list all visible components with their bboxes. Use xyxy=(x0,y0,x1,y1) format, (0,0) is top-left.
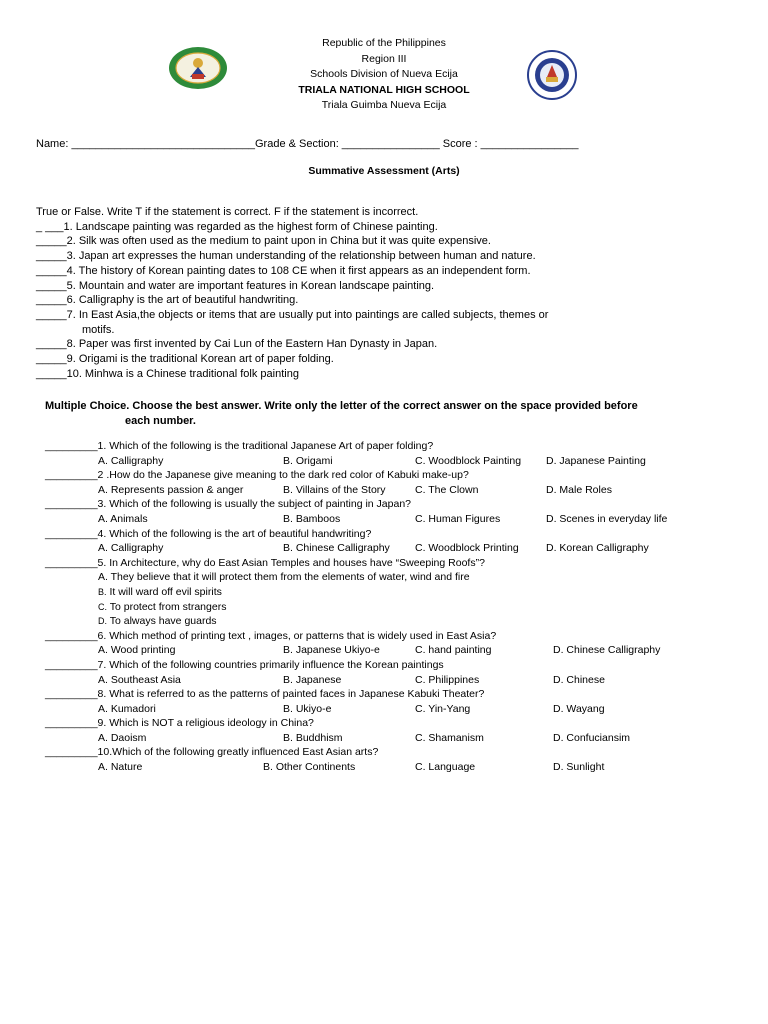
option-c: C. Yin-Yang xyxy=(415,702,471,715)
option-c: C. Language xyxy=(415,761,476,774)
mc-options-7 xyxy=(45,673,735,688)
option-d: D. Confuciansim xyxy=(553,731,631,744)
mc-question-10: _________10.Which of the following greatly influenced East Asian arts? xyxy=(45,746,379,759)
option-b: B. Other Continents xyxy=(263,761,356,774)
tf-item-5: _____5. Mountain and water are important features in Korean landscape painting. xyxy=(36,279,435,292)
option-b: B. Villains of the Story xyxy=(283,483,386,496)
option-b: B. Ukiyo-e xyxy=(283,702,332,715)
header-school-name: TRIALA NATIONAL HIGH SCHOOL xyxy=(298,83,470,96)
option-c: C. Human Figures xyxy=(415,512,501,525)
tf-item-9: _____9. Origami is the traditional Korean art of paper folding. xyxy=(36,353,334,366)
option-a: A. Animals xyxy=(98,512,148,525)
name-grade-score-line: Name: ______________________________Grade & Section: ________________ Score : ________________ xyxy=(36,138,579,150)
option-text: To always have guards xyxy=(109,615,217,628)
option-text: It will ward off evil spirits xyxy=(109,585,222,598)
option-d: D. Scenes in everyday life xyxy=(546,512,668,525)
option-d: D. Sunlight xyxy=(553,761,605,774)
mc-option-5d xyxy=(45,614,735,629)
tf-item-4: _____4. The history of Korean painting dates to 108 CE when it first appears as an independent form. xyxy=(36,264,531,277)
mc-options-4 xyxy=(45,541,735,556)
option-c: C. Shamanism xyxy=(415,731,484,744)
mc-question-5: _________5. In Architecture, why do East Asian Temples and houses have “Sweeping Roofs”? xyxy=(45,556,485,569)
tf-item-2: _____2. Silk was often used as the medium to paint upon in China but it was quite expensive. xyxy=(36,235,491,248)
option-b: B. Buddhism xyxy=(283,731,343,744)
option-a: A. Wood printing xyxy=(98,644,176,657)
document-header xyxy=(0,36,768,114)
header-division: Schools Division of Nueva Ecija xyxy=(310,68,458,80)
mc-options-6 xyxy=(45,643,735,658)
option-a: A. Kumadori xyxy=(98,702,156,715)
mc-question-7: _________7. Which of the following countries primarily influence the Korean paintings xyxy=(45,658,444,671)
option-c: C. Woodblock Printing xyxy=(415,542,519,555)
option-a: A. Calligraphy xyxy=(98,454,164,467)
mc-options-1 xyxy=(45,454,735,469)
option-letter: C. xyxy=(98,601,107,612)
option-d: D. Wayang xyxy=(553,702,605,715)
true-false-section xyxy=(36,205,736,381)
option-letter: B. xyxy=(98,586,107,597)
header-address: Triala Guimba Nueva Ecija xyxy=(321,99,447,111)
mc-options-8 xyxy=(45,702,735,717)
mc-question-1: _________1. Which of the following is the traditional Japanese Art of paper folding? xyxy=(45,440,434,452)
mc-question-2: _________2 .How do the Japanese give meaning to the dark red color of Kabuki make-up? xyxy=(45,469,469,482)
tf-item-8: _____8. Paper was first invented by Cai Lun of the Eastern Han Dynasty in Japan. xyxy=(36,338,438,351)
multiple-choice-section xyxy=(45,439,735,775)
option-b: B. Chinese Calligraphy xyxy=(283,542,390,555)
option-a: A. Daoism xyxy=(98,731,147,744)
mc-instruction-line2: each number. xyxy=(125,415,196,427)
header-republic: Republic of the Philippines xyxy=(322,37,446,49)
tf-item-6: _____6. Calligraphy is the art of beautiful handwriting. xyxy=(36,294,299,307)
option-a: A. Nature xyxy=(98,761,143,774)
tf-item-10: _____10. Minhwa is a Chinese traditional folk painting xyxy=(36,367,299,380)
mc-option-5c xyxy=(45,600,735,615)
option-b: B. Bamboos xyxy=(283,512,341,525)
tf-item-1: _ ___1. Landscape painting was regarded as the highest form of Chinese painting. xyxy=(36,220,438,233)
mc-question-6: _________6. Which method of printing text , images, or patterns that is widely used in East Asia? xyxy=(45,629,497,642)
option-text: To protect from strangers xyxy=(109,600,227,613)
option-d: D. Chinese xyxy=(553,673,605,686)
mc-question-3: _________3. Which of the following is usually the subject of painting in Japan? xyxy=(45,498,411,511)
page-title: Summative Assessment (Arts) xyxy=(308,165,460,177)
mc-instruction xyxy=(45,399,731,429)
option-a: A. Southeast Asia xyxy=(98,673,181,686)
option-d: D. Chinese Calligraphy xyxy=(553,644,661,657)
option-c: C. hand painting xyxy=(415,644,492,657)
option-c: C. Woodblock Painting xyxy=(415,454,522,467)
option-a: A. Calligraphy xyxy=(98,542,164,555)
option-a: A. Represents passion & anger xyxy=(98,483,244,496)
option-d: D. Japanese Painting xyxy=(546,454,646,467)
option-letter: D. xyxy=(98,616,107,627)
tf-item-3: _____3. Japan art expresses the human understanding of the relationship between human and nature. xyxy=(36,250,536,263)
mc-options-9 xyxy=(45,731,735,746)
option-b: B. Origami xyxy=(283,454,333,467)
tf-item-7-continued: motifs. xyxy=(82,323,115,336)
mc-options-10 xyxy=(45,760,735,775)
mc-option-5a: A. They believe that it will protect them from the elements of water, wind and fire xyxy=(98,571,470,584)
mc-options-2 xyxy=(45,483,735,498)
option-b: B. Japanese Ukiyo-e xyxy=(283,644,380,657)
option-c: C. The Clown xyxy=(415,483,479,496)
option-b: B. Japanese xyxy=(283,673,342,686)
mc-question-8: _________8. What is referred to as the patterns of painted faces in Japanese Kabuki Theater? xyxy=(45,688,485,701)
tf-item-7: _____7. In East Asia,the objects or items that are usually put into paintings are called subjects, themes or xyxy=(36,308,549,321)
option-c: C. Philippines xyxy=(415,673,480,686)
option-d: D. Korean Calligraphy xyxy=(546,542,649,555)
header-region: Region III xyxy=(361,52,407,65)
mc-question-9: _________9. Which is NOT a religious ideology in China? xyxy=(45,717,314,730)
tf-instruction: True or False. Write T if the statement is correct. F if the statement is incorrect. xyxy=(36,206,419,218)
mc-option-5b xyxy=(45,585,735,600)
mc-question-4: _________4. Which of the following is the art of beautiful handwriting? xyxy=(45,527,372,540)
mc-instruction-line1: Multiple Choice. Choose the best answer. Write only the letter of the correct answer on the space provided before xyxy=(45,400,638,412)
option-d: D. Male Roles xyxy=(546,483,612,496)
mc-options-3 xyxy=(45,512,735,527)
